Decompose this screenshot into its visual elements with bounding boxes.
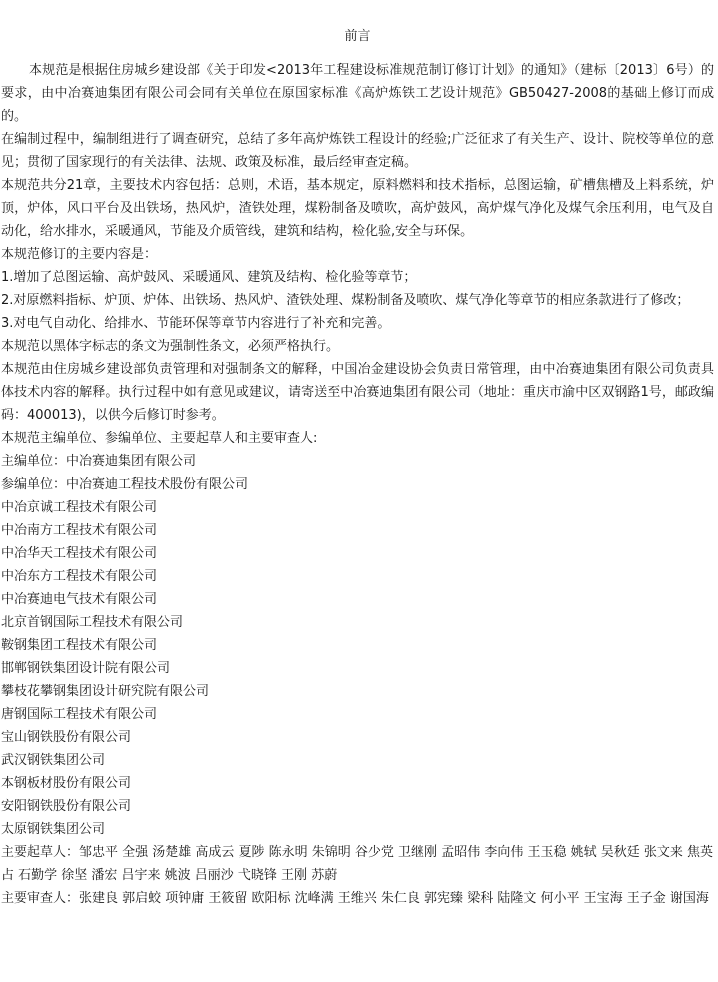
reviewers-list: 主要审查人：张建良 郭启蛟 项钟庸 王筱留 欧阳标 沈峰满 王维兴 朱仁良 郭宪臻 梁科 陆隆文 何小平 王宝海 王子金 谢国海 bbox=[1, 891, 709, 906]
list-item: 中冶华天工程技术有限公司 bbox=[1, 546, 158, 561]
revision-heading: 本规范修订的主要内容是： bbox=[1, 247, 158, 262]
compilation-paragraph: 在编制过程中，编制组进行了调查研究，总结了多年高炉炼铁工程设计的经验;广泛征求了有关生产、设计、院校等单位的意见；贯彻了国家现行的有关法律、法规、政策及标准，最后经审查定稿。 bbox=[1, 132, 714, 170]
list-item: 攀枝花攀钢集团设计研究院有限公司 bbox=[1, 684, 210, 699]
chief-unit: 主编单位：中冶赛迪集团有限公司 bbox=[1, 454, 197, 469]
units-heading: 本规范主编单位、参编单位、主要起草人和主要审查人: bbox=[1, 431, 318, 446]
page-title: 前言 bbox=[344, 29, 371, 44]
list-item: 中冶京诚工程技术有限公司 bbox=[1, 500, 158, 515]
list-item: 北京首钢国际工程技术有限公司 bbox=[1, 615, 184, 630]
mandatory-note: 本规范以黑体字标志的条文为强制性条文，必须严格执行。 bbox=[1, 339, 340, 354]
list-item: 安阳钢铁股份有限公司 bbox=[1, 799, 132, 814]
revision-item-3: 3.对电气自动化、给排水、节能环保等章节内容进行了补充和完善。 bbox=[1, 316, 391, 331]
list-item: 中冶南方工程技术有限公司 bbox=[1, 523, 158, 538]
list-item: 邯郸钢铁集团设计院有限公司 bbox=[1, 661, 171, 676]
list-item: 鞍钢集团工程技术有限公司 bbox=[1, 638, 158, 653]
revision-item-1: 1.增加了总图运输、高炉鼓风、采暖通风、建筑及结构、检化验等章节； bbox=[1, 270, 417, 285]
revision-item-2: 2.对原燃料指标、炉顶、炉体、出铁场、热风炉、渣铁处理、煤粉制备及喷吹、煤气净化等章节的相应条款进行了修改； bbox=[1, 293, 690, 308]
participating-units-list bbox=[1, 496, 714, 841]
management-paragraph: 本规范由住房城乡建设部负责管理和对强制条文的解释，中国冶金建设协会负责日常管理，由中冶赛迪集团有限公司负责具体技术内容的解释。执行过程中如有意见或建议，请寄送至中冶赛迪集团有限公司（地址：重庆市渝中区双钢路1号，邮政编码：400013)，以供今后修订时参考。 bbox=[1, 362, 714, 423]
list-item: 中冶赛迪电气技术有限公司 bbox=[1, 592, 158, 607]
drafters-list: 主要起草人：邹忠平 全强 汤楚雄 高成云 夏陟 陈永明 朱锦明 谷少党 卫继刚 孟昭伟 李向伟 王玉稳 姚轼 吴秋廷 张文来 焦英占 石勤学 徐坚 潘宏 吕宇来 姚波 吕丽沙 弋晓锋 王刚 苏蔚 bbox=[1, 845, 713, 883]
list-item: 本钢板材股份有限公司 bbox=[1, 776, 132, 791]
contents-paragraph: 本规范共分21章，主要技术内容包括：总则，术语，基本规定，原料燃料和技术指标，总图运输，矿槽焦槽及上料系统，炉顶，炉体，风口平台及出铁场，热风炉，渣铁处理，煤粉制备及喷吹，高炉鼓风，高炉煤气净化及煤气余压利用，电气及自动化，给水排水，采暖通风，节能及介质管线，建筑和结构，检化验,安全与环保。 bbox=[1, 178, 714, 239]
list-item: 太原钢铁集团公司 bbox=[1, 822, 106, 837]
list-item: 中冶东方工程技术有限公司 bbox=[1, 569, 158, 584]
list-item: 宝山钢铁股份有限公司 bbox=[1, 730, 132, 745]
participating-unit-lead: 参编单位：中冶赛迪工程技术股份有限公司 bbox=[1, 477, 249, 492]
list-item: 唐钢国际工程技术有限公司 bbox=[1, 707, 158, 722]
intro-paragraph: 本规范是根据住房城乡建设部《关于印发<2013年工程建设标准规范制订修订计划》的通知》（建标〔2013〕6号）的要求，由中冶赛迪集团有限公司会同有关单位在原国家标准《高炉炼铁工艺设计规范》GB50427-2008的基础上修订而成的。 bbox=[1, 63, 714, 124]
list-item: 武汉钢铁集团公司 bbox=[1, 753, 106, 768]
